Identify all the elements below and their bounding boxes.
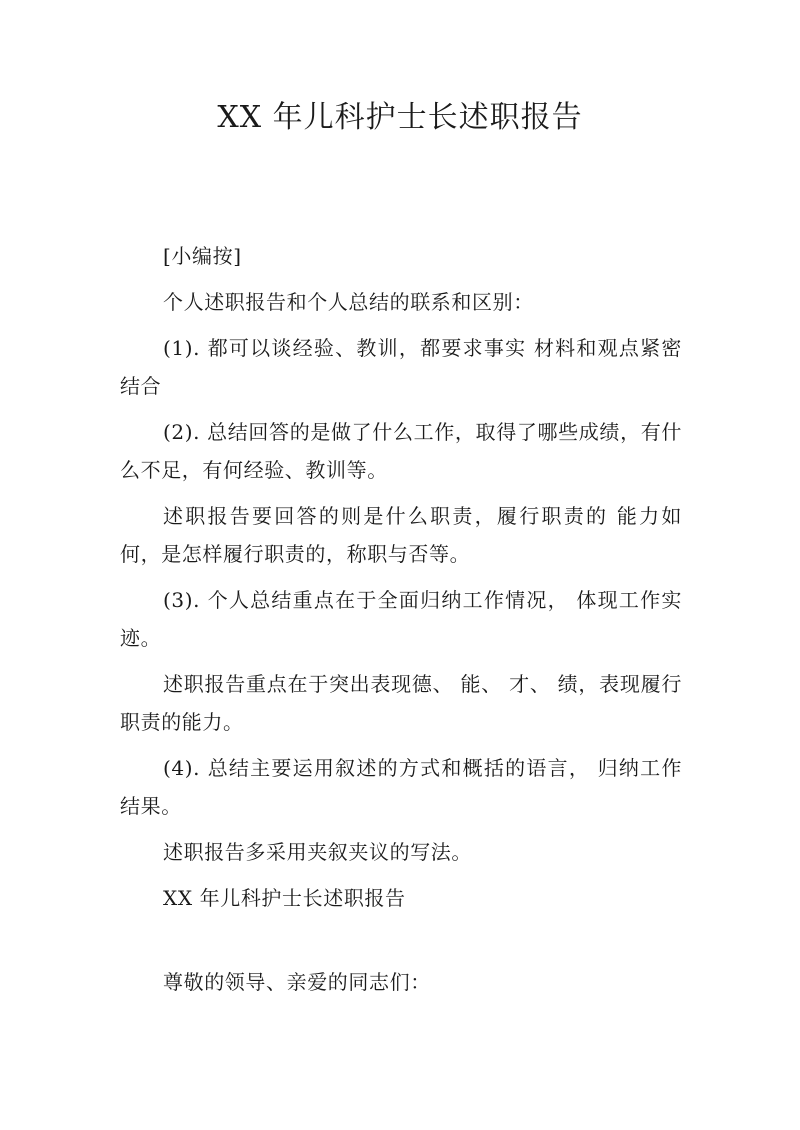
paragraph-point-2-contrast: 述职报告要回答的则是什么职责，履行职责的 能力如何，是怎样履行职责的，称职与否等。 <box>120 504 682 566</box>
paragraph-intro: 个人述职报告和个人总结的联系和区别： <box>163 290 534 314</box>
paragraph-point-2: (2). 总结回答的是做了什么工作，取得了哪些成绩，有什么不足，有何经验、教训等。 <box>120 420 682 482</box>
document-title: XX 年儿科护士长述职报告 <box>217 100 583 135</box>
salutation: 尊敬的领导、亲爱的同志们： <box>163 970 431 994</box>
section-heading: XX 年儿科护士长述职报告 <box>163 886 406 910</box>
paragraph-point-3-contrast: 述职报告重点在于突出表现德、 能、 才、 绩，表现履行职责的能力。 <box>120 672 682 734</box>
paragraph-point-1: (1). 都可以谈经验、教训，都要求事实 材料和观点紧密结合 <box>120 336 682 398</box>
document-body <box>120 237 682 1009</box>
paragraph-point-4-contrast: 述职报告多采用夹叙夹议的写法。 <box>163 840 472 864</box>
paragraph-point-3: (3). 个人总结重点在于全面归纳工作情况， 体现工作实迹。 <box>120 588 682 650</box>
paragraph-point-4: (4). 总结主要运用叙述的方式和概括的语言， 归纳工作结果。 <box>120 756 682 818</box>
editor-note: [小编按] <box>163 244 242 268</box>
